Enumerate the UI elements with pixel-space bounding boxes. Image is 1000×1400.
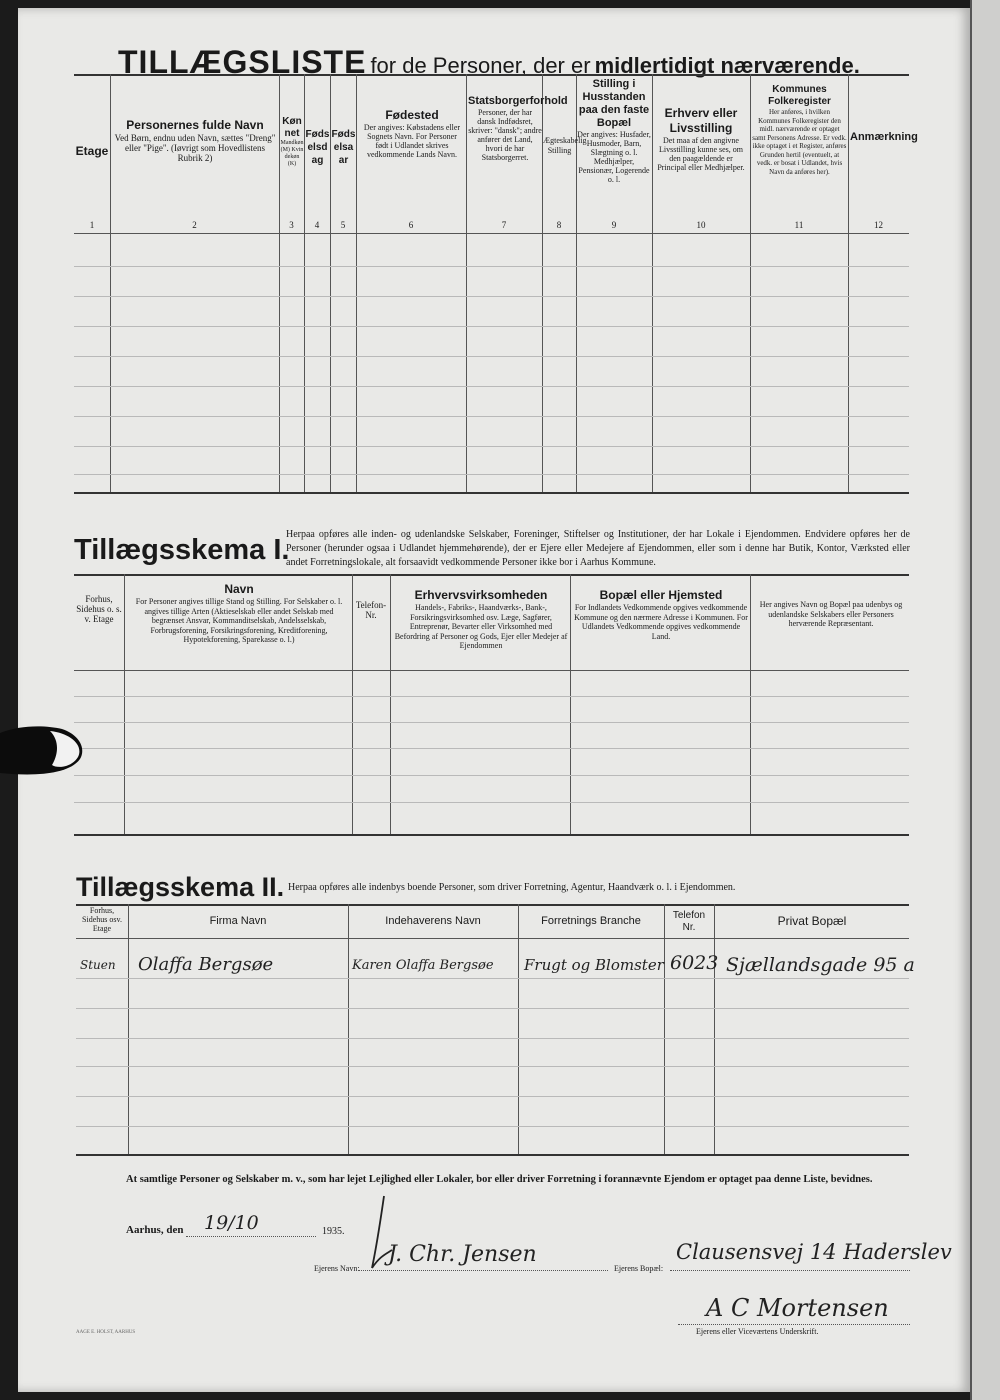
s2-row-etage: Stuen: [80, 958, 116, 972]
col-etage: Etage: [75, 144, 109, 158]
s1-col-phone: Telefon-Nr.: [355, 600, 387, 620]
s2-col-residence: Privat Bopæl: [777, 914, 847, 928]
title-end: midlertidigt nærværende.: [594, 53, 860, 78]
s2-row-owner: Karen Olaffa Bergsøe: [352, 958, 494, 973]
col-marital: Ægteskabelig Stilling: [543, 136, 587, 155]
s1-col-name: Navn For Personer angives tillige Stand og Stilling. For Selskaber o. l. angives tillige Arten (Aktieselskab eller andet Selskab med begrænset Ansvar, Kommanditselskab, Andelsselskab, Forbrugsforening, Forsikringsforening, Kreditforening, Hypotekforening, Sparekasse o. l.): [135, 582, 343, 644]
col-occupation: Erhverv eller Livsstilling Det maa af den angivne Livsstilling kunne ses, om den paagældende er Principal eller Medhjælper.: [657, 106, 745, 172]
col-household: Stilling i Husstanden paa den faste Bopæl Der angives: Husfader, Husmoder, Barn, Slægtning o. l. Medhjælper, Pensionær, Logerende o. l.: [577, 78, 651, 184]
skema2-intro: Herpaa opføres alle indenbys boende Personer, som driver Forretning, Agentur, Haandværk o. l. i Ejendommen.: [288, 882, 736, 893]
owner-address-label: Ejerens Bopæl:: [614, 1264, 664, 1273]
col-remarks: Anmærkning: [850, 131, 918, 143]
s2-row-branch: Frugt og Blomster: [524, 956, 664, 974]
col-name: Personernes fulde Navn Ved Børn, endnu uden Navn, sættes "Dreng" eller "Pige". (Iøvrigt som Hovedlistens Rubrik 2): [114, 118, 276, 163]
s2-col-firm: Firma Navn: [209, 915, 267, 927]
col-registry: Kommunes Folkeregister Her anføres, i hvilken Kommunes Folkeregister den midl. nærværende er optaget samt Personens Adresse. Er vedk. ikke optaget i et Register, anføres Grunden hertil (eventuelt, at vedk. er bosat i Udlandet, hvis Navn da anføres her).: [752, 84, 847, 176]
table1-header-border: [74, 233, 909, 234]
owner-address: Clausensvej 14 Haderslev: [676, 1240, 952, 1264]
skema2-title: Tillægsskema II.: [76, 872, 285, 902]
s1-col-etage: Forhus, Sidehus o. s. v. Etage: [76, 594, 122, 624]
table1-top-border: [74, 74, 909, 76]
year-label: 1935.: [322, 1226, 345, 1237]
owner-name-label: Ejerens Navn:: [314, 1264, 360, 1273]
s2-col-phone: Telefon Nr.: [672, 910, 706, 933]
place-label: Aarhus, den: [126, 1224, 184, 1236]
s1-col-residence: Bopæl eller Hjemsted For Indlandets Vedkommende opgives vedkommende Kommune og den nærmere Adresse i Kommunen. For Udlandets Vedkommende opgives vedkommende Land.: [574, 588, 748, 641]
skema1-title: Tillægsskema I.: [74, 534, 290, 566]
printer-mark: AAGE E. HOLST, AARHUS: [76, 1330, 136, 1335]
s1-col-representative: Her angives Navn og Bopæl paa udenbys og udenlandske Selskabers eller Personers herværende Repræsentant.: [759, 600, 903, 628]
signature-label: Ejerens eller Viceværtens Underskrift.: [696, 1327, 819, 1336]
s2-row-residence: Sjællandsgade 95 a: [726, 954, 915, 976]
owner-name: J. Chr. Jensen: [388, 1242, 537, 1267]
s2-row-firm: Olaffa Bergsøe: [138, 954, 274, 975]
col-gender: Kønnet Mandkøn (M) Kvindekøn (K): [280, 116, 304, 167]
s2-col-etage: Forhus, Sidehus osv. Etage: [82, 906, 122, 933]
title-bold: TILLÆGSLISTE: [118, 44, 367, 80]
signature: A C Mortensen: [706, 1294, 889, 1322]
declaration-text: At samtlige Personer og Selskaber m. v., som har lejet Lejlighed eller Lokaler, bor eller driver Forretning i forannævnte Ejendom er optaget paa denne Liste, bevidnes.: [126, 1174, 873, 1185]
skema1-intro: Herpaa opføres alle inden- og udenlandske Selskaber, Foreninger, Stiftelser og Institutioner, der har Lokale i Ejendommen. Endvidere opføres her de Personer (herunder ogsaa i Udlandet hjemmehørende), der er Ejere eller Medejere af Ejendommen, eller som i denne har Butik, Kontor, Værksted eller andet Forretningslokale, alt forsaavidt vedkommende Personer ikke bor i Aarhus Kommune.: [286, 529, 910, 568]
s2-row-phone: 6023: [670, 952, 719, 974]
col-birthday: Fødselsdag: [305, 129, 330, 166]
col-birthplace: Fødested Der angives: Købstadens eller Sognets Navn. For Personer født i Udlandet skrives vedkommende Lands Navn.: [363, 108, 461, 159]
title-rest: for de Personer, der er: [370, 53, 591, 78]
s2-col-branch: Forretnings Branche: [541, 915, 641, 927]
col-citizenship: Statsborgerforhold Personer, der har dansk Indfødsret, skriver: "dansk"; andre anfører det Land, hvori de har Statsborgerret.: [468, 95, 568, 162]
thumb-shadow: [0, 725, 90, 780]
col-birthyear: Fødselsaar: [331, 129, 356, 166]
s2-col-owner: Indehaverens Navn: [385, 915, 481, 927]
date-value: 19/10: [204, 1212, 259, 1234]
s1-col-business: Erhvervsvirksomheden Handels-, Fabriks-, Haandværks-, Bank-, Forsikringsvirksomhed osv. Læge, Sagfører, Entreprenør, Bevarter eller Virksomhed med Befordring af Personer og Gods, Ejer eller Medejer af Ejendommen: [394, 588, 568, 650]
form-page: TILLÆGSLISTE for de Personer, der er midlertidigt nærværende. Etage Personernes fulde Navn Ved Børn, endnu uden Navn, sættes "Dreng" eller "Pige". (Iøvrigt som Hovedlistens Rubrik 2) Kønnet Mandkøn (M) Kvindekøn (K) Fødselsdag Fødselsaar Fødested Der angives: Købstadens eller Sognets Navn. For Personer født i Udlandet skrives vedkommende Lands Navn. Statsborgerforhold Personer, der har dansk Indfødsret, skriver: "dansk"; andre anfører det Land, hvori de har Statsborgerret. Ægteskabelig Stilling Stilling i Husstanden paa den faste Bopæl Der angives: Husfader, Husmoder, Barn, Slægtning o. l. Medhjælper, Pensionær, Logerende o. l. Erhverv eller Livsstilling Det maa af den angivne Livsstilling kunne ses, om den paagældende er Principal eller Medhjælper. Kommunes Folkeregister Her anføres, i hvilken Kommunes Folkeregister den midl. nærværende er optaget samt Personens Adresse. Er vedk. ikke optaget i et Register, anføres Grunden hertil (eventuelt, at vedk. er bosat i Udlandet, hvis Navn da anføres her). Anmærkning 1 2 3 4 5 6 7 8 9 10 11 12 Tillægsskema I. Herpaa opføres alle inden- og udenlandske Selskaber, Foreninger, Stiftelser og Institutioner, der har Lokale i Ejendommen. Endvidere opføres her de Personer (herunder ogsaa i Udlandet hjemmehørende), der er Ejere eller Medejere af Ejendommen, eller som i denne har Butik, Kontor, Værksted eller andet Forretningslokale, alt forsaavidt vedkommende Personer ikke bor i Aarhus Kommune. Forhus, Sidehus o. s. v. Etage Navn For Personer angives tillige Stand og Stilling. For Selskaber o. l. angives tillige Arten (Aktieselskab eller andet Selskab med begrænset Ansvar, Kommanditselskab, Andelsselskab, Forbrugsforening, Forsikringsforening, Kreditforening, Hypotekforening, Sparekasse o. l.) Telefon-Nr. Erhvervsvirksomheden Handels-, Fabriks-, Haandværks-, Bank-, Forsikringsvirksomhed osv. Læge, Sagfører, Entreprenør, Bevarter eller Virksomhed med Befordring af Personer og Gods, Ejer eller Medejer af Ejendommen Bopæl eller Hjemsted For Indlandets Vedkommende opgives vedkommende Kommune og den nærmere Adresse i Kommunen. For Udlandets Vedkommende opgives vedkommende Land. Her angives Navn og Bopæl paa udenbys og udenlandske Selskabers eller Personers herværende Repræsentant. Tillægsskema II. Herpaa opføres alle indenbys boende Personer, som driver Forretning, Agentur, Haandværk o. l. i Ejendommen. Forhus, Sidehus osv. Etage Firma Navn Indehaverens Navn Forretnings Branche Telefon Nr. Privat Bopæl Stuen Olaffa Bergsøe Karen Olaffa Bergsøe Frugt og Blomster 6023 Sjællandsgade 95 a At samtlige Personer og Selskaber m. v., som har lejet Lejlighed eller Lokaler, bor eller driver Forretning i forannævnte Ejendom er optaget paa denne Liste, bevidnes. Aarhus, den 19/10 1935. Ejerens Navn: J. Chr. Jensen Ejerens Bopæl: Clausensvej 14 Haderslev A C Mortensen Ejerens eller Viceværtens Underskrift. AAGE E. HOLST, AARHUS: [18, 8, 970, 1392]
table1-bottom-border: [74, 492, 909, 494]
adjacent-page-edge: [970, 0, 1000, 1400]
